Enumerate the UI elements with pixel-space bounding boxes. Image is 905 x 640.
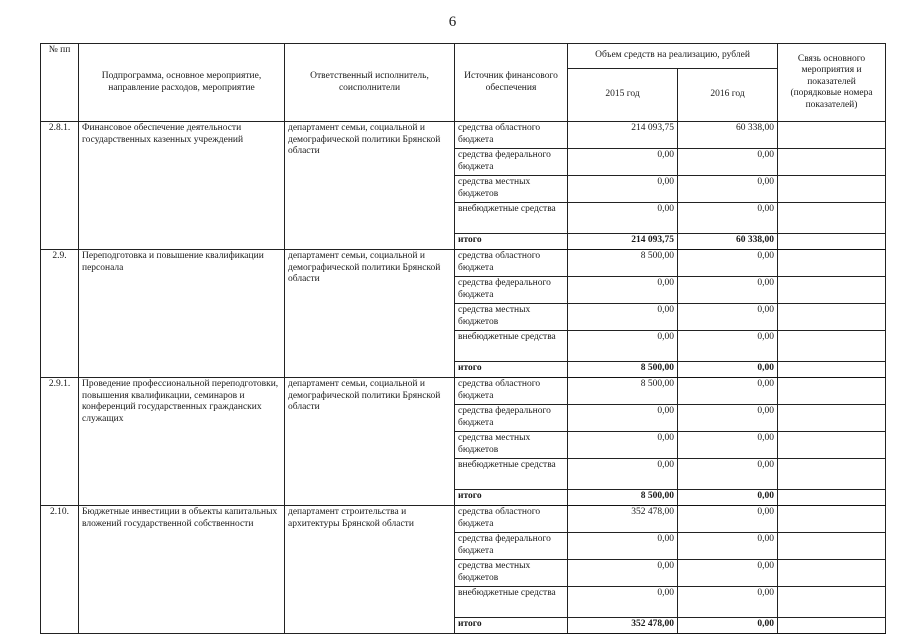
indicator-link [778, 560, 886, 587]
funding-source: итого [455, 362, 568, 378]
value-2015: 8 500,00 [568, 490, 678, 506]
table-row [41, 378, 886, 405]
indicator-link [778, 362, 886, 378]
value-2016: 0,00 [678, 149, 778, 176]
indicator-link [778, 490, 886, 506]
funding-source: средства федерального бюджета [455, 277, 568, 304]
item-executor: департамент семьи, социальной и демографической политики Брянской области [285, 122, 455, 250]
header-2016: 2016 год [678, 69, 778, 122]
table-row [41, 250, 886, 277]
value-2015: 214 093,75 [568, 122, 678, 149]
funding-source: средства местных бюджетов [455, 304, 568, 331]
funding-source: средства местных бюджетов [455, 560, 568, 587]
value-2015: 8 500,00 [568, 378, 678, 405]
funding-source: итого [455, 490, 568, 506]
item-executor: департамент строительства и архитектуры Брянской области [285, 506, 455, 634]
indicator-link [778, 587, 886, 618]
value-2015: 0,00 [568, 149, 678, 176]
value-2015: 0,00 [568, 203, 678, 234]
funding-source: итого [455, 234, 568, 250]
value-2015: 0,00 [568, 587, 678, 618]
value-2015: 8 500,00 [568, 362, 678, 378]
indicator-link [778, 533, 886, 560]
indicator-link [778, 149, 886, 176]
indicator-link [778, 203, 886, 234]
value-2016: 0,00 [678, 304, 778, 331]
funding-source: средства федерального бюджета [455, 405, 568, 432]
value-2015: 352 478,00 [568, 618, 678, 634]
value-2016: 0,00 [678, 587, 778, 618]
header-source: Источник финансового обеспечения [455, 44, 568, 122]
indicator-link [778, 506, 886, 533]
value-2016: 0,00 [678, 560, 778, 587]
value-2015: 214 093,75 [568, 234, 678, 250]
value-2016: 0,00 [678, 459, 778, 490]
item-name: Бюджетные инвестиции в объекты капитальных вложений государственной собственности [79, 506, 285, 634]
value-2015: 352 478,00 [568, 506, 678, 533]
funding-source: внебюджетные средства [455, 203, 568, 234]
indicator-link [778, 405, 886, 432]
value-2015: 0,00 [568, 277, 678, 304]
header-2015: 2015 год [568, 69, 678, 122]
value-2016: 0,00 [678, 432, 778, 459]
indicator-link [778, 122, 886, 149]
value-2016: 0,00 [678, 378, 778, 405]
value-2016: 60 338,00 [678, 234, 778, 250]
header-executor: Ответственный исполнитель, соисполнители [285, 44, 455, 122]
item-executor: департамент семьи, социальной и демографической политики Брянской области [285, 250, 455, 378]
item-number: 2.10. [41, 506, 79, 634]
value-2015: 8 500,00 [568, 250, 678, 277]
value-2015: 0,00 [568, 176, 678, 203]
funding-source: внебюджетные средства [455, 331, 568, 362]
indicator-link [778, 250, 886, 277]
indicator-link [778, 618, 886, 634]
indicator-link [778, 459, 886, 490]
header-num: № пп [41, 44, 79, 122]
funding-source: средства областного бюджета [455, 378, 568, 405]
item-name: Финансовое обеспечение деятельности государственных казенных учреждений [79, 122, 285, 250]
value-2016: 0,00 [678, 490, 778, 506]
value-2016: 0,00 [678, 405, 778, 432]
funding-source: средства федерального бюджета [455, 149, 568, 176]
funding-source: средства областного бюджета [455, 122, 568, 149]
value-2015: 0,00 [568, 331, 678, 362]
indicator-link [778, 277, 886, 304]
funding-source: внебюджетные средства [455, 459, 568, 490]
value-2015: 0,00 [568, 560, 678, 587]
value-2016: 0,00 [678, 362, 778, 378]
funding-source: средства местных бюджетов [455, 432, 568, 459]
header-volume: Объем средств на реализацию, рублей [568, 44, 778, 69]
funding-source: средства областного бюджета [455, 506, 568, 533]
item-number: 2.9.1. [41, 378, 79, 506]
table-body [41, 122, 886, 634]
funding-source: средства местных бюджетов [455, 176, 568, 203]
budget-table [40, 43, 886, 634]
value-2015: 0,00 [568, 432, 678, 459]
item-name: Переподготовка и повышение квалификации персонала [79, 250, 285, 378]
value-2015: 0,00 [568, 533, 678, 560]
value-2015: 0,00 [568, 405, 678, 432]
header-program: Подпрограмма, основное мероприятие, направление расходов, мероприятие [79, 44, 285, 122]
indicator-link [778, 304, 886, 331]
indicator-link [778, 331, 886, 362]
value-2016: 0,00 [678, 506, 778, 533]
item-name: Проведение профессиональной переподготовки, повышения квалификации, семинаров и конференций государственных гражданских служащих [79, 378, 285, 506]
header-link: Связь основного мероприятия и показателей (порядковые номера показателей) [778, 44, 886, 122]
funding-source: средства областного бюджета [455, 250, 568, 277]
table-row [41, 506, 886, 533]
value-2016: 0,00 [678, 250, 778, 277]
funding-source: итого [455, 618, 568, 634]
value-2016: 60 338,00 [678, 122, 778, 149]
item-executor: департамент семьи, социальной и демографической политики Брянской области [285, 378, 455, 506]
value-2016: 0,00 [678, 618, 778, 634]
value-2016: 0,00 [678, 331, 778, 362]
indicator-link [778, 234, 886, 250]
value-2016: 0,00 [678, 277, 778, 304]
value-2015: 0,00 [568, 459, 678, 490]
indicator-link [778, 176, 886, 203]
value-2016: 0,00 [678, 176, 778, 203]
value-2016: 0,00 [678, 533, 778, 560]
value-2015: 0,00 [568, 304, 678, 331]
item-number: 2.9. [41, 250, 79, 378]
item-number: 2.8.1. [41, 122, 79, 250]
funding-source: внебюджетные средства [455, 587, 568, 618]
table-row [41, 122, 886, 149]
page-number: 6 [448, 14, 457, 30]
indicator-link [778, 432, 886, 459]
value-2016: 0,00 [678, 203, 778, 234]
indicator-link [778, 378, 886, 405]
funding-source: средства федерального бюджета [455, 533, 568, 560]
